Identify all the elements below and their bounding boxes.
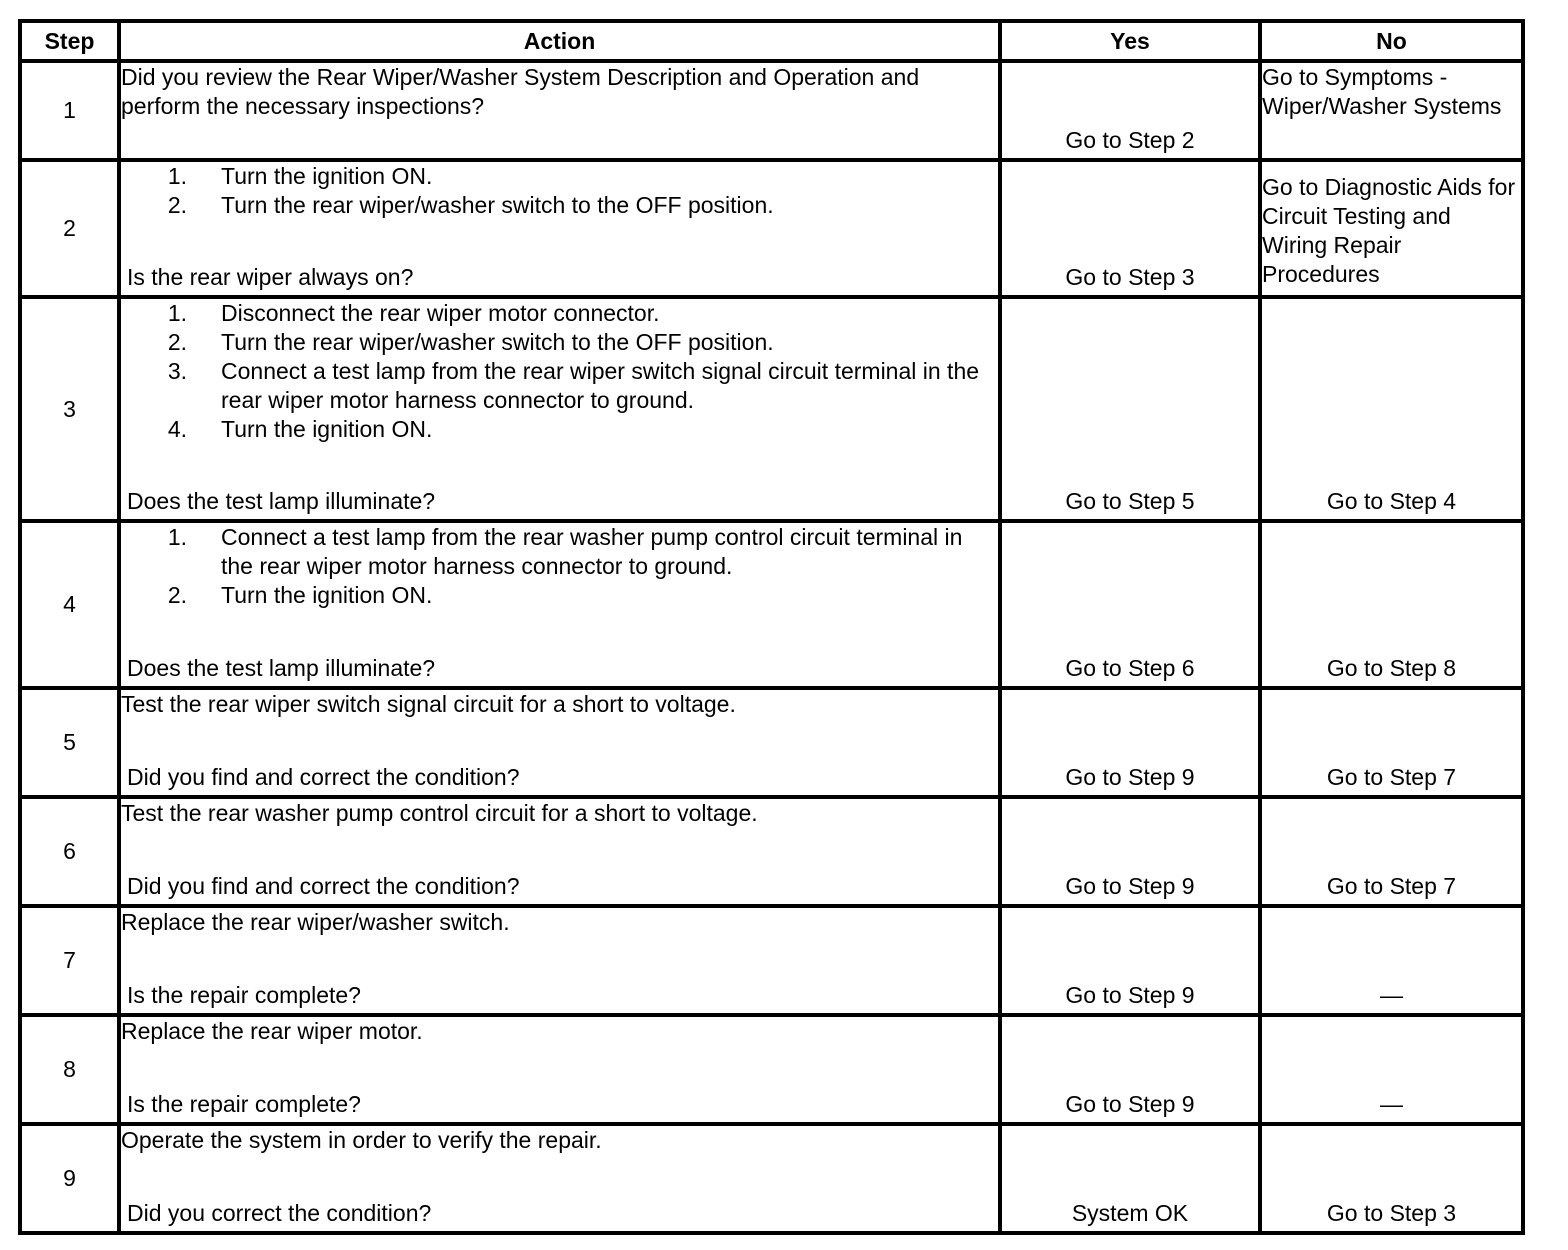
action-cell bbox=[119, 1124, 1000, 1233]
yes-cell bbox=[1000, 521, 1260, 688]
action-step: 1. Turn the ignition ON. bbox=[167, 163, 433, 189]
yes-text: Go to Step 9 bbox=[1065, 764, 1195, 790]
action-cell bbox=[119, 797, 1000, 906]
table-row bbox=[20, 797, 1523, 906]
table-row bbox=[20, 61, 1523, 160]
table-row bbox=[20, 160, 1523, 297]
action-cell bbox=[119, 61, 1000, 160]
action-text: Replace the rear wiper/washer switch. bbox=[121, 909, 510, 935]
yes-text: Go to Step 9 bbox=[1065, 1091, 1195, 1117]
action-steps bbox=[121, 523, 998, 610]
action-question: Does the test lamp illuminate? bbox=[127, 655, 436, 681]
header-step: Step bbox=[20, 21, 119, 61]
action-cell bbox=[119, 521, 1000, 688]
no-cell bbox=[1260, 297, 1523, 521]
action-question: Did you correct the condition? bbox=[127, 1200, 432, 1226]
yes-cell bbox=[1000, 297, 1260, 521]
yes-cell bbox=[1000, 1124, 1260, 1233]
no-cell bbox=[1260, 1124, 1523, 1233]
yes-text: Go to Step 9 bbox=[1065, 982, 1195, 1008]
no-cell bbox=[1260, 160, 1523, 297]
table-row bbox=[20, 688, 1523, 797]
yes-text: Go to Step 5 bbox=[1065, 488, 1195, 514]
action-cell bbox=[119, 906, 1000, 1015]
action-step: 3. Connect a test lamp from the rear wiper switch signal circuit terminal in the rear wiper motor harness connector to ground. bbox=[167, 358, 980, 413]
no-cell bbox=[1260, 521, 1523, 688]
action-step: 4. Turn the ignition ON. bbox=[167, 416, 433, 442]
action-text: Test the rear wiper switch signal circuit for a short to voltage. bbox=[121, 691, 736, 717]
no-text: Go to Step 7 bbox=[1326, 873, 1457, 899]
step-number: 9 bbox=[20, 1124, 119, 1233]
table-row bbox=[20, 1015, 1523, 1124]
yes-cell bbox=[1000, 160, 1260, 297]
step-number: 8 bbox=[20, 1015, 119, 1124]
action-text: Replace the rear wiper motor. bbox=[121, 1018, 423, 1044]
no-cell bbox=[1260, 688, 1523, 797]
action-steps bbox=[121, 162, 998, 220]
step-number: 6 bbox=[20, 797, 119, 906]
no-text: Go to Step 7 bbox=[1326, 764, 1457, 790]
action-question: Is the rear wiper always on? bbox=[127, 264, 414, 290]
no-text: — bbox=[1380, 982, 1403, 1008]
yes-cell bbox=[1000, 1015, 1260, 1124]
step-number: 2 bbox=[20, 160, 119, 297]
table-row bbox=[20, 1124, 1523, 1233]
step-number: 1 bbox=[20, 61, 119, 160]
diagnostic-table bbox=[18, 19, 1525, 1235]
yes-cell bbox=[1000, 906, 1260, 1015]
action-question: Does the test lamp illuminate? bbox=[127, 488, 436, 514]
no-text: Go to Step 3 bbox=[1326, 1200, 1457, 1226]
action-text: Test the rear washer pump control circuit for a short to voltage. bbox=[121, 800, 758, 826]
step-number: 7 bbox=[20, 906, 119, 1015]
yes-cell bbox=[1000, 688, 1260, 797]
action-cell bbox=[119, 297, 1000, 521]
no-text: Go to Diagnostic Aids for Circuit Testing and Wiring Repair Procedures bbox=[1262, 174, 1516, 287]
step-number: 5 bbox=[20, 688, 119, 797]
action-step: 1. Disconnect the rear wiper motor connector. bbox=[167, 300, 660, 326]
header-row bbox=[20, 21, 1523, 61]
no-cell bbox=[1260, 906, 1523, 1015]
action-question: Is the repair complete? bbox=[127, 982, 361, 1008]
no-text: Go to Step 8 bbox=[1326, 655, 1457, 681]
table-row bbox=[20, 906, 1523, 1015]
no-text: Go to Step 4 bbox=[1326, 488, 1457, 514]
yes-text: Go to Step 9 bbox=[1065, 873, 1195, 899]
table-row bbox=[20, 297, 1523, 521]
action-cell bbox=[119, 160, 1000, 297]
action-steps bbox=[121, 299, 998, 444]
yes-text: System OK bbox=[1071, 1200, 1189, 1226]
header-action: Action bbox=[119, 21, 1000, 61]
action-text: Did you review the Rear Wiper/Washer System Description and Operation and perform the necessary inspections? bbox=[121, 64, 920, 119]
action-step: 2. Turn the rear wiper/washer switch to the OFF position. bbox=[167, 192, 774, 218]
no-cell bbox=[1260, 61, 1523, 160]
yes-cell bbox=[1000, 61, 1260, 160]
no-cell bbox=[1260, 797, 1523, 906]
yes-text: Go to Step 2 bbox=[1065, 127, 1195, 153]
header-yes: Yes bbox=[1000, 21, 1260, 61]
step-number: 3 bbox=[20, 297, 119, 521]
yes-cell bbox=[1000, 797, 1260, 906]
action-step: 1. Connect a test lamp from the rear washer pump control circuit terminal in the rear wiper motor harness connector to ground. bbox=[167, 524, 963, 579]
action-question: Did you find and correct the condition? bbox=[127, 764, 520, 790]
action-cell bbox=[119, 688, 1000, 797]
header-no: No bbox=[1260, 21, 1523, 61]
yes-text: Go to Step 6 bbox=[1065, 655, 1195, 681]
action-question: Is the repair complete? bbox=[127, 1091, 361, 1117]
action-step: 2. Turn the ignition ON. bbox=[167, 582, 433, 608]
action-cell bbox=[119, 1015, 1000, 1124]
yes-text: Go to Step 3 bbox=[1065, 264, 1195, 290]
action-text: Operate the system in order to verify the repair. bbox=[121, 1127, 602, 1153]
no-cell bbox=[1260, 1015, 1523, 1124]
action-step: 2. Turn the rear wiper/washer switch to the OFF position. bbox=[167, 329, 774, 355]
step-number: 4 bbox=[20, 521, 119, 688]
table-row bbox=[20, 521, 1523, 688]
no-text: — bbox=[1380, 1091, 1403, 1117]
no-text: Go to Symptoms - Wiper/Washer Systems bbox=[1262, 64, 1502, 119]
action-question: Did you find and correct the condition? bbox=[127, 873, 520, 899]
